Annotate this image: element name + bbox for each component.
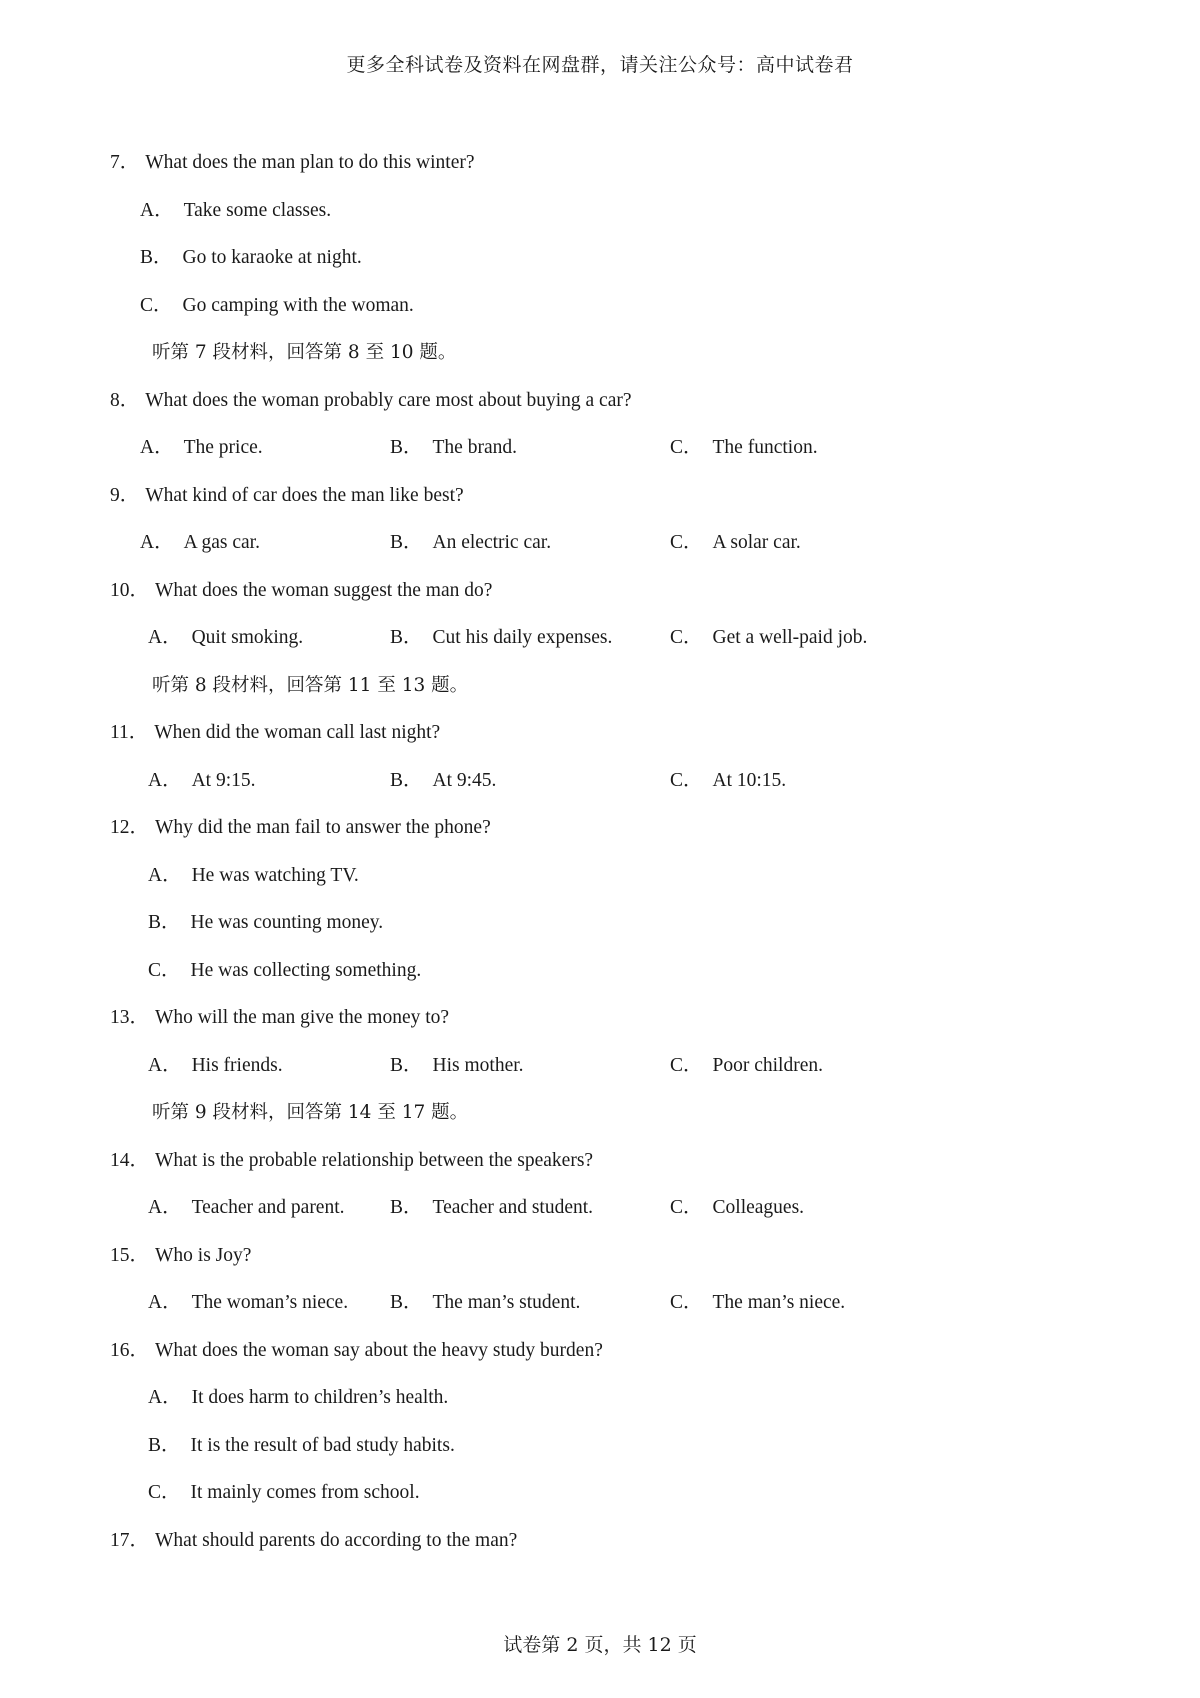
question-stem bbox=[110, 720, 440, 746]
option-letter: B． bbox=[390, 769, 423, 791]
answer-option bbox=[148, 625, 303, 651]
document-line bbox=[0, 1243, 1200, 1291]
option-letter: B． bbox=[390, 627, 423, 648]
option-text: His mother. bbox=[432, 1054, 524, 1076]
document-line bbox=[0, 1100, 1200, 1148]
option-text: Colleagues. bbox=[712, 1197, 805, 1218]
option-letter: A． bbox=[148, 1387, 182, 1408]
question-number: 7． bbox=[110, 152, 140, 173]
option-text: Get a well-paid job. bbox=[712, 627, 868, 648]
answer-option bbox=[148, 958, 421, 984]
document-line bbox=[0, 530, 1200, 578]
question-text: Who will the man give the money to? bbox=[155, 1007, 450, 1028]
document-line bbox=[0, 198, 1200, 246]
question-number: 14． bbox=[110, 1149, 150, 1171]
answer-option bbox=[390, 1053, 524, 1079]
option-text: Poor children. bbox=[712, 1054, 823, 1076]
option-text: The woman’s niece. bbox=[191, 1292, 349, 1313]
document-line bbox=[0, 1433, 1200, 1481]
question-text: What does the man plan to do this winter? bbox=[145, 152, 475, 173]
answer-option bbox=[148, 1480, 420, 1506]
answer-option bbox=[148, 1433, 455, 1459]
question-stem bbox=[110, 388, 632, 414]
option-text: The brand. bbox=[432, 437, 517, 458]
option-letter: B． bbox=[390, 1054, 423, 1076]
answer-option bbox=[140, 293, 414, 319]
option-text: Cut his daily expenses. bbox=[432, 627, 613, 648]
document-line bbox=[0, 958, 1200, 1006]
option-letter: B． bbox=[390, 1292, 423, 1313]
answer-option bbox=[670, 1290, 845, 1316]
answer-option bbox=[390, 1290, 580, 1316]
answer-option bbox=[390, 625, 612, 651]
question-text: What does the woman say about the heavy study burden? bbox=[155, 1339, 603, 1361]
option-letter: A． bbox=[148, 1197, 182, 1218]
option-text: It is the result of bad study habits. bbox=[190, 1434, 455, 1456]
option-text: A solar car. bbox=[712, 532, 801, 553]
option-letter: C． bbox=[670, 1292, 703, 1313]
document-line bbox=[0, 340, 1200, 388]
document-line bbox=[0, 768, 1200, 816]
option-text: Teacher and parent. bbox=[191, 1197, 345, 1218]
option-letter: C． bbox=[670, 627, 703, 648]
option-text: An electric car. bbox=[432, 532, 552, 553]
question-text: What kind of car does the man like best? bbox=[145, 484, 464, 506]
option-text: He was watching TV. bbox=[191, 864, 359, 886]
option-text: A gas car. bbox=[183, 532, 260, 553]
answer-option bbox=[670, 625, 867, 651]
option-letter: A． bbox=[148, 1292, 182, 1313]
answer-option bbox=[140, 245, 362, 271]
question-stem bbox=[110, 150, 475, 176]
question-stem bbox=[110, 1338, 603, 1364]
option-letter: A． bbox=[148, 627, 182, 648]
question-stem bbox=[110, 1528, 517, 1554]
question-number: 11． bbox=[110, 722, 149, 743]
option-letter: B． bbox=[148, 1434, 181, 1456]
option-text: Quit smoking. bbox=[191, 627, 304, 648]
option-letter: B． bbox=[390, 437, 423, 458]
document-line bbox=[0, 150, 1200, 198]
answer-option bbox=[670, 435, 818, 461]
answer-option bbox=[390, 435, 517, 461]
option-text: Teacher and student. bbox=[432, 1197, 594, 1218]
option-letter: C． bbox=[670, 1054, 703, 1076]
question-text: What does the woman suggest the man do? bbox=[155, 579, 493, 601]
document-line bbox=[0, 245, 1200, 293]
option-letter: A． bbox=[148, 769, 182, 791]
answer-option bbox=[140, 530, 260, 556]
option-text: The price. bbox=[183, 437, 263, 458]
document-line bbox=[0, 1053, 1200, 1101]
question-text: Why did the man fail to answer the phone? bbox=[155, 817, 491, 838]
document-line bbox=[0, 1528, 1200, 1576]
question-stem bbox=[110, 1005, 449, 1031]
answer-option bbox=[670, 1053, 823, 1079]
document-line bbox=[0, 625, 1200, 673]
document-line bbox=[0, 1148, 1200, 1196]
option-letter: A． bbox=[140, 199, 174, 221]
option-text: Go to karaoke at night. bbox=[182, 247, 362, 268]
option-letter: B． bbox=[140, 247, 173, 268]
option-letter: A． bbox=[148, 1054, 182, 1076]
option-letter: C． bbox=[670, 1197, 703, 1218]
option-letter: C． bbox=[148, 959, 181, 981]
document-line bbox=[0, 1338, 1200, 1386]
option-text: It mainly comes from school. bbox=[190, 1482, 420, 1503]
option-text: The function. bbox=[712, 437, 818, 458]
question-number: 9． bbox=[110, 484, 140, 506]
question-number: 15． bbox=[110, 1244, 150, 1266]
answer-option bbox=[148, 1385, 448, 1411]
answer-option bbox=[390, 1195, 593, 1221]
option-letter: B． bbox=[148, 912, 181, 933]
document-line bbox=[0, 863, 1200, 911]
option-letter: C． bbox=[670, 532, 703, 553]
answer-option bbox=[148, 1053, 283, 1079]
question-number: 16． bbox=[110, 1339, 150, 1361]
document-line bbox=[0, 435, 1200, 483]
answer-option bbox=[148, 1290, 348, 1316]
page-header: 更多全科试卷及资料在网盘群，请关注公众号：高中试卷君 bbox=[346, 54, 854, 76]
answer-option bbox=[140, 198, 331, 224]
question-stem bbox=[110, 1243, 251, 1269]
option-text: Take some classes. bbox=[183, 199, 332, 221]
question-list bbox=[0, 150, 1200, 1575]
answer-option bbox=[148, 768, 256, 794]
option-letter: C． bbox=[140, 294, 173, 316]
answer-option bbox=[390, 768, 496, 794]
option-letter: A． bbox=[148, 864, 182, 886]
document-line bbox=[0, 720, 1200, 768]
question-text: Who is Joy? bbox=[155, 1244, 252, 1266]
document-line bbox=[0, 673, 1200, 721]
document-line bbox=[0, 293, 1200, 341]
question-text: What is the probable relationship between the speakers? bbox=[155, 1149, 594, 1171]
option-text: It does harm to children’s health. bbox=[191, 1387, 449, 1408]
question-stem bbox=[110, 578, 492, 604]
option-letter: B． bbox=[390, 532, 423, 553]
option-letter: C． bbox=[148, 1482, 181, 1503]
question-number: 8． bbox=[110, 389, 140, 411]
document-line bbox=[0, 578, 1200, 626]
option-text: The man’s student. bbox=[432, 1292, 581, 1313]
document-line bbox=[0, 388, 1200, 436]
document-line bbox=[0, 1195, 1200, 1243]
option-letter: C． bbox=[670, 437, 703, 458]
question-number: 12． bbox=[110, 817, 150, 838]
answer-option bbox=[670, 1195, 804, 1221]
section-instruction: 听第 7 段材料，回答第 8 至 10 题。 bbox=[152, 342, 457, 363]
answer-option bbox=[670, 768, 786, 794]
document-line bbox=[0, 1290, 1200, 1338]
answer-option bbox=[148, 863, 359, 889]
option-text: He was counting money. bbox=[190, 912, 384, 933]
document-line bbox=[0, 1005, 1200, 1053]
question-stem bbox=[110, 483, 464, 509]
answer-option bbox=[148, 1195, 345, 1221]
option-text: At 9:45. bbox=[432, 769, 497, 791]
question-text: What should parents do according to the man? bbox=[155, 1529, 518, 1551]
question-stem bbox=[110, 815, 491, 841]
answer-option bbox=[670, 530, 801, 556]
document-line bbox=[0, 910, 1200, 958]
option-letter: C． bbox=[670, 769, 703, 791]
question-number: 13． bbox=[110, 1007, 150, 1028]
answer-option bbox=[140, 435, 263, 461]
page-footer: 试卷第 2 页，共 12 页 bbox=[503, 1634, 697, 1656]
document-line bbox=[0, 483, 1200, 531]
question-number: 10． bbox=[110, 579, 150, 601]
document-line bbox=[0, 1480, 1200, 1528]
option-letter: A． bbox=[140, 532, 174, 553]
option-text: At 9:15. bbox=[191, 769, 256, 791]
section-instruction: 听第 8 段材料，回答第 11 至 13 题。 bbox=[152, 674, 469, 696]
section-instruction: 听第 9 段材料，回答第 14 至 17 题。 bbox=[152, 1102, 469, 1123]
option-text: He was collecting something. bbox=[190, 959, 422, 981]
option-text: His friends. bbox=[191, 1054, 283, 1076]
option-text: At 10:15. bbox=[712, 769, 787, 791]
question-text: What does the woman probably care most about buying a car? bbox=[145, 389, 632, 411]
option-letter: A． bbox=[140, 437, 174, 458]
answer-option bbox=[390, 530, 551, 556]
question-text: When did the woman call last night? bbox=[154, 722, 441, 743]
document-line bbox=[0, 815, 1200, 863]
option-text: Go camping with the woman. bbox=[182, 294, 414, 316]
question-number: 17． bbox=[110, 1529, 150, 1551]
option-letter: B． bbox=[390, 1197, 423, 1218]
answer-option bbox=[148, 910, 383, 936]
option-text: The man’s niece. bbox=[712, 1292, 846, 1313]
document-line bbox=[0, 1385, 1200, 1433]
question-stem bbox=[110, 1148, 593, 1174]
